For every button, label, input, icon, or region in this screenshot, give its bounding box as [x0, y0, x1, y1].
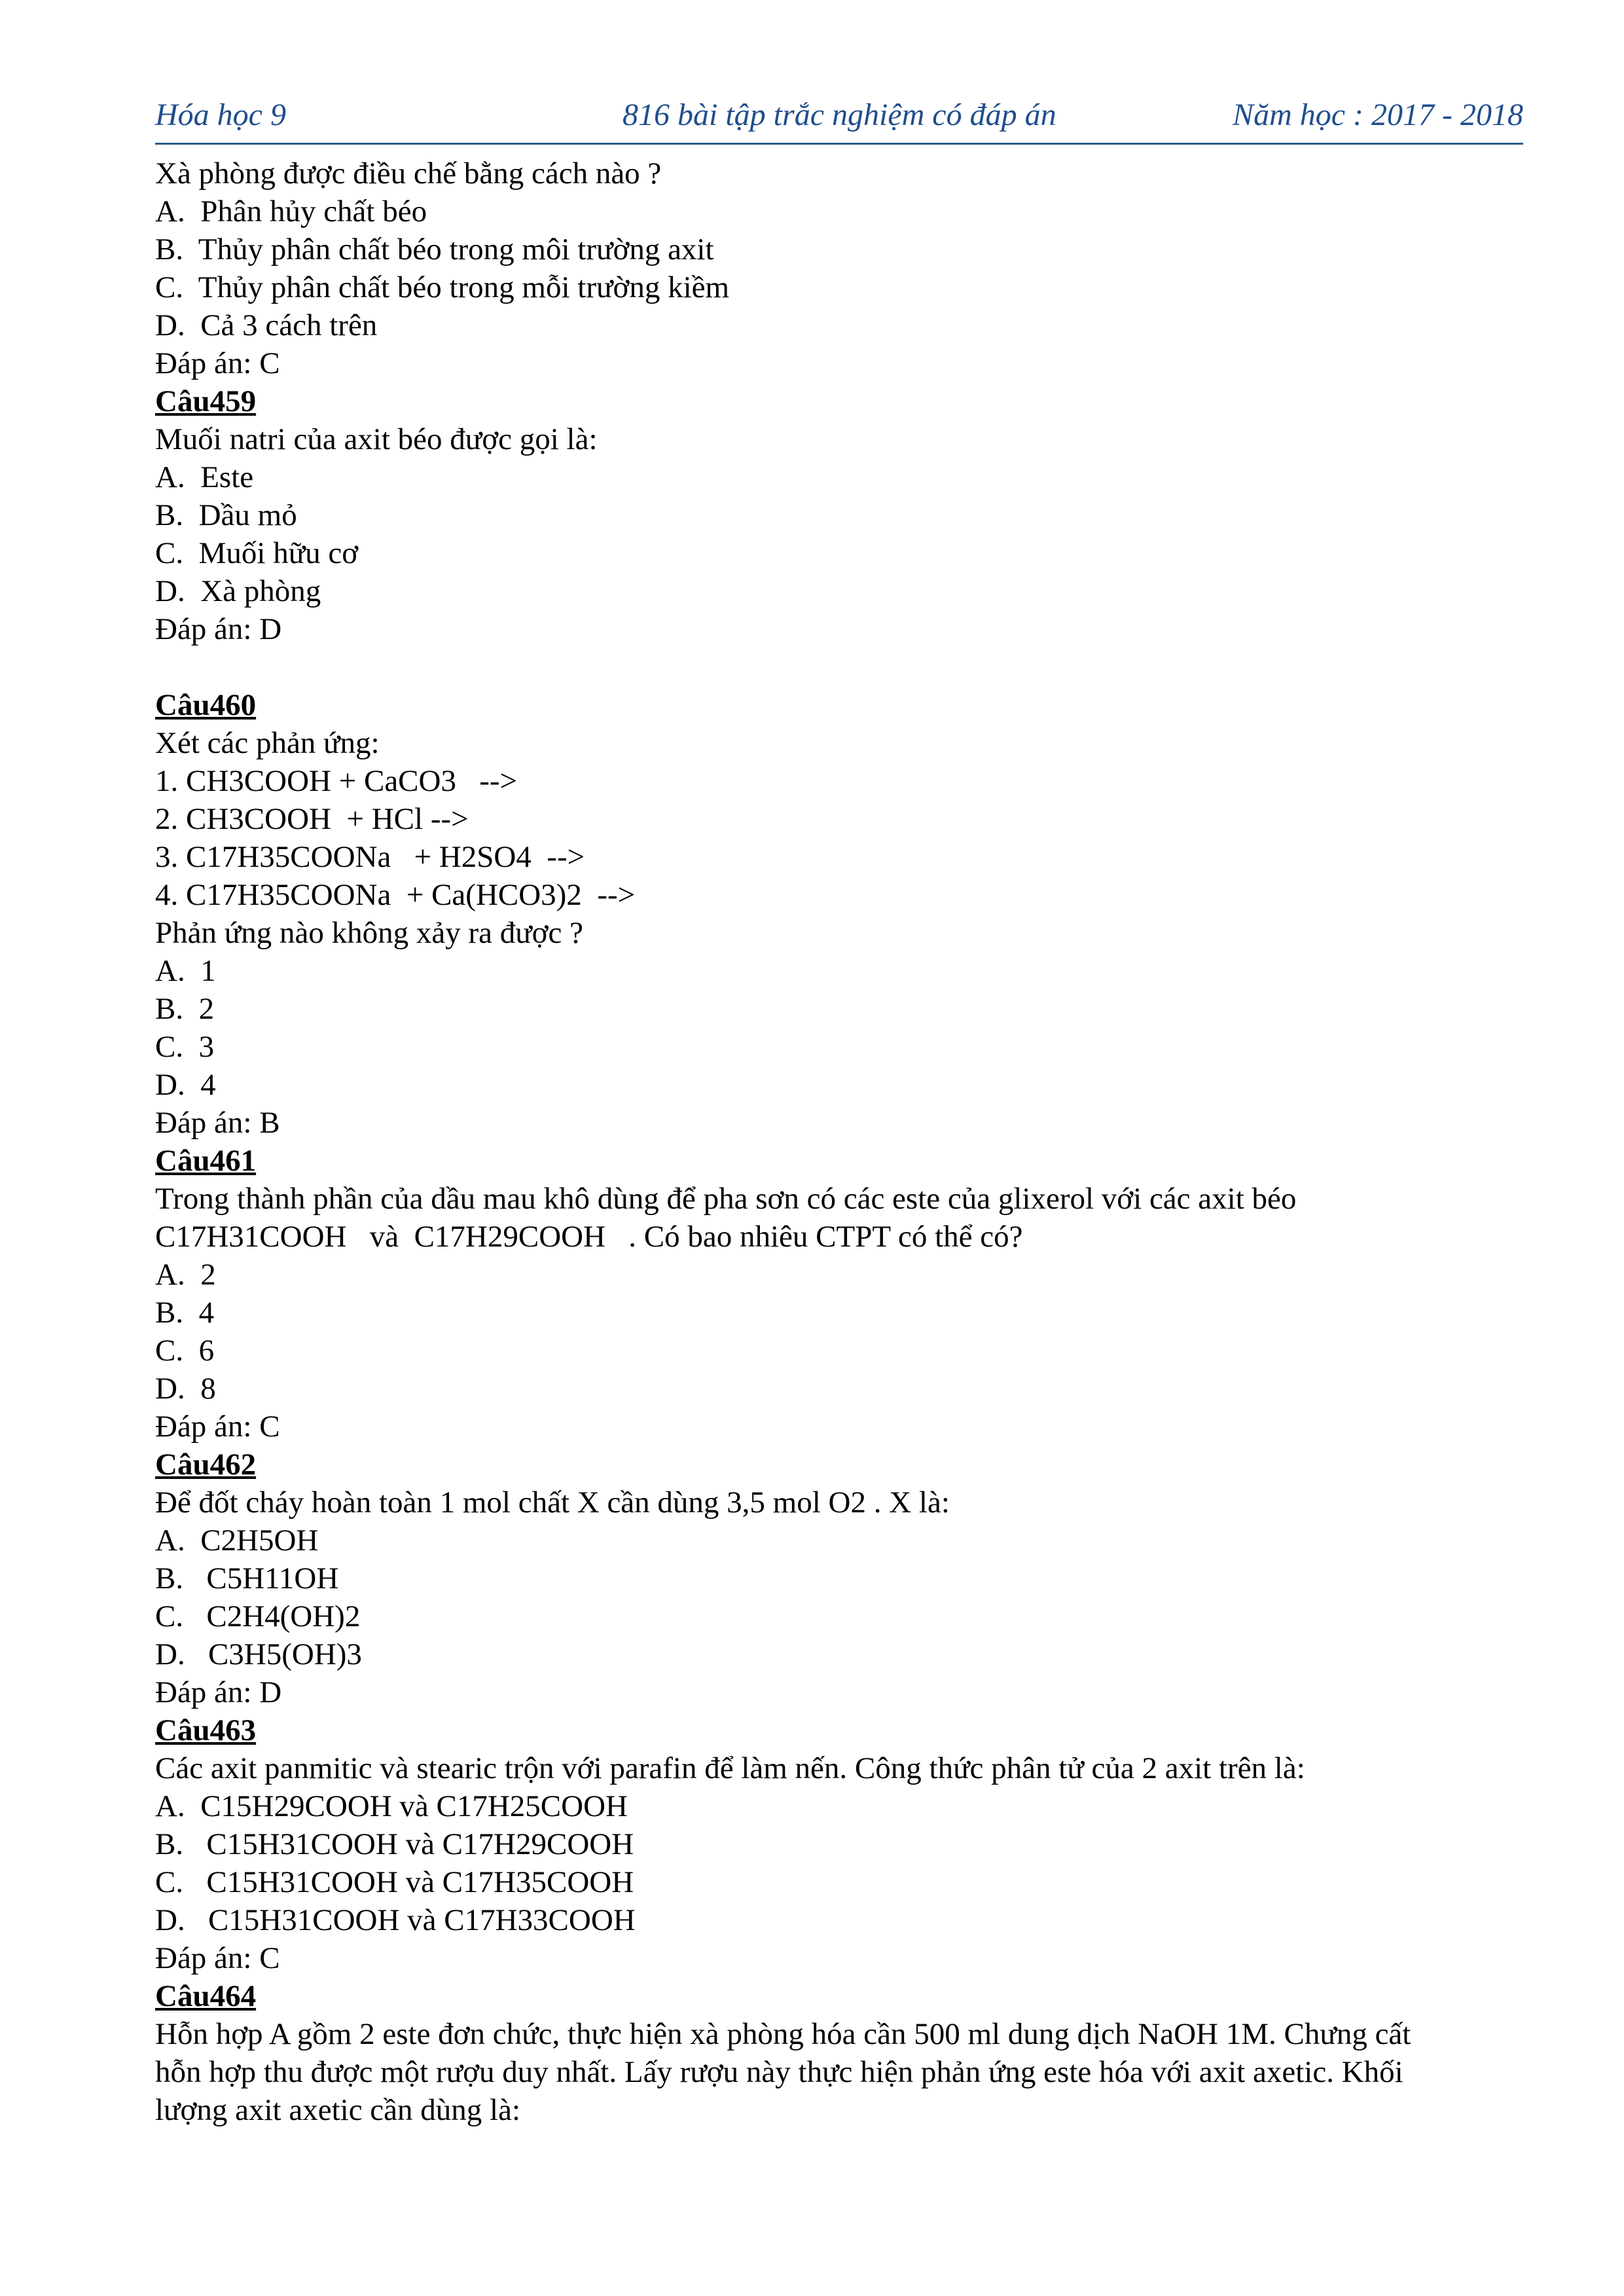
reaction-3: 3. C17H35COONa + H2SO4 -->: [155, 840, 585, 874]
question-title: Câu462: [155, 1448, 257, 1482]
option-c: C. 3: [155, 1030, 215, 1064]
answer: Đáp án: D: [155, 612, 282, 646]
header-title: 816 bài tập trắc nghiệm có đáp án: [623, 98, 1056, 132]
spacer: [155, 648, 1523, 686]
question-459: [155, 382, 1523, 648]
answer: Đáp án: C: [155, 1410, 280, 1444]
question-463: [155, 1711, 1523, 1977]
question-464: [155, 1977, 1523, 2129]
question-text-line-1: Hỗn hợp A gồm 2 este đơn chức, thực hiện xà phòng hóa cần 500 ml dung dịch NaOH 1M. Chưng cất: [155, 2017, 1411, 2051]
option-d: D. 8: [155, 1372, 216, 1406]
question-text: Xà phòng được điều chế bằng cách nào ?: [155, 156, 662, 191]
option-a: A. C15H29COOH và C17H25COOH: [155, 1789, 628, 1823]
question-462: [155, 1446, 1523, 1711]
question-text-line-2: hỗn hợp thu được một rượu duy nhất. Lấy rượu này thực hiện phản ứng este hóa với axit axetic. Khối: [155, 2055, 1403, 2089]
question-title: Câu464: [155, 1979, 257, 2013]
option-d: D. Cả 3 cách trên: [155, 308, 378, 342]
option-d: D. 4: [155, 1068, 216, 1102]
question-title: Câu463: [155, 1713, 257, 1747]
option-b: B. C5H11OH: [155, 1561, 339, 1595]
question-text-line-1: Trong thành phần của dầu mau khô dùng để pha sơn có các este của glixerol với các axit béo: [155, 1182, 1297, 1216]
question-460: [155, 686, 1523, 1142]
option-c: C. Thủy phân chất béo trong mỗi trường kiềm: [155, 270, 730, 304]
question-text: Muối natri của axit béo được gọi là:: [155, 422, 598, 456]
option-b: B. C15H31COOH và C17H29COOH: [155, 1827, 634, 1861]
answer: Đáp án: B: [155, 1106, 280, 1140]
question-title: Câu459: [155, 384, 257, 418]
option-b: B. Thủy phân chất béo trong môi trường axit: [155, 232, 714, 266]
question-text-line-2: C17H31COOH và C17H29COOH . Có bao nhiêu CTPT có thể có?: [155, 1220, 1023, 1254]
option-d: D. C15H31COOH và C17H33COOH: [155, 1903, 636, 1937]
question-text: Các axit panmitic và stearic trộn với parafin để làm nến. Công thức phân tử của 2 axit trên là:: [155, 1751, 1305, 1785]
question-text: Để đốt cháy hoàn toàn 1 mol chất X cần dùng 3,5 mol O2 . X là:: [155, 1485, 950, 1520]
answer: Đáp án: C: [155, 1941, 280, 1975]
option-d: D. Xà phòng: [155, 574, 321, 608]
option-b: B. 4: [155, 1296, 215, 1330]
option-d: D. C3H5(OH)3: [155, 1637, 362, 1671]
header-subject: Hóa học 9: [155, 98, 286, 132]
header-school-year: Năm học : 2017 - 2018: [1233, 98, 1523, 132]
option-b: B. 2: [155, 992, 215, 1026]
question-text: Xét các phản ứng:: [155, 726, 380, 760]
reaction-2: 2. CH3COOH + HCl -->: [155, 802, 469, 836]
option-a: A. C2H5OH: [155, 1523, 319, 1558]
option-c: C. Muối hữu cơ: [155, 536, 359, 570]
option-a: A. 2: [155, 1258, 216, 1292]
option-b: B. Dầu mỏ: [155, 498, 297, 532]
question-prompt: Phản ứng nào không xảy ra được ?: [155, 916, 584, 950]
option-a: A. Este: [155, 460, 254, 494]
option-c: C. C2H4(OH)2: [155, 1599, 361, 1633]
reaction-1: 1. CH3COOH + CaCO3 -->: [155, 764, 518, 798]
document-body: [155, 155, 1523, 2129]
option-c: C. C15H31COOH và C17H35COOH: [155, 1865, 634, 1899]
question-458: [155, 155, 1523, 382]
answer: Đáp án: C: [155, 346, 280, 380]
page-header: [155, 97, 1523, 145]
option-a: A. Phân hủy chất béo: [155, 194, 427, 228]
answer: Đáp án: D: [155, 1675, 282, 1709]
option-c: C. 6: [155, 1334, 215, 1368]
question-title: Câu460: [155, 688, 257, 722]
question-text-line-3: lượng axit axetic cần dùng là:: [155, 2093, 521, 2127]
question-461: [155, 1142, 1523, 1446]
option-a: A. 1: [155, 954, 216, 988]
reaction-4: 4. C17H35COONa + Ca(HCO3)2 -->: [155, 878, 636, 912]
question-title: Câu461: [155, 1144, 257, 1178]
